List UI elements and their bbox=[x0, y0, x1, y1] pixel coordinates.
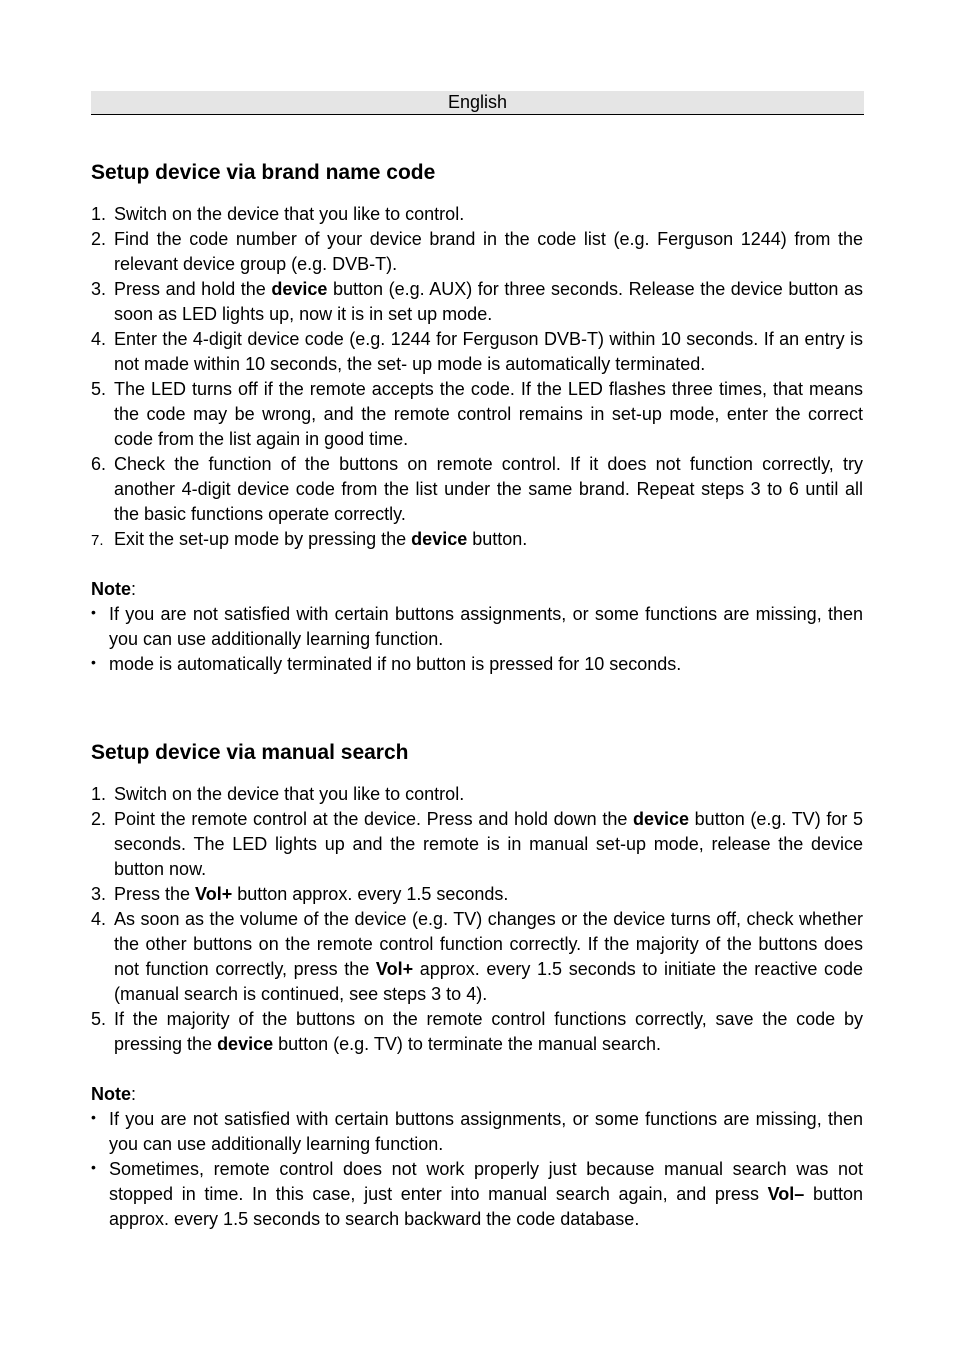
note-heading: Note: bbox=[91, 579, 137, 599]
notes-list bbox=[91, 602, 863, 677]
list-item: 1. Switch on the device that you like to control. bbox=[91, 204, 465, 224]
notes-list bbox=[91, 1107, 863, 1232]
section-manual-search bbox=[91, 739, 863, 1232]
list-item: • Sometimes, remote control does not work properly just because manual search was not stopped in time. In this case, just enter into manual search again, and press Vol– button approx. every 1.5 seconds to search backward the code database. bbox=[91, 1157, 863, 1232]
language-header bbox=[91, 91, 864, 115]
steps-list bbox=[91, 782, 863, 1057]
bullet-icon: • bbox=[91, 604, 96, 620]
bullet-icon: • bbox=[91, 1159, 96, 1175]
list-item: 5. The LED turns off if the remote accepts the code. If the LED flashes three times, that means the code may be wrong, and the remote control remains in set-up mode, enter the correct code from the list again in good time. bbox=[91, 379, 863, 449]
list-item: • If you are not satisfied with certain buttons assignments, or some functions are missing, then you can use additionally learning function. bbox=[91, 602, 863, 652]
bullet-icon: • bbox=[91, 654, 96, 670]
list-item: 3. Press the Vol+ button approx. every 1.5 seconds. bbox=[91, 884, 509, 904]
list-item: • mode is automatically terminated if no button is pressed for 10 seconds. bbox=[91, 652, 863, 677]
list-item: 5. If the majority of the buttons on the remote control functions correctly, save the code by pressing the device button (e.g. TV) to terminate the manual search. bbox=[91, 1009, 863, 1054]
steps-list bbox=[91, 202, 863, 552]
list-item: 6. Check the function of the buttons on remote control. If it does not function correctly, try another 4-digit device code from the list under the same brand. Repeat steps 3 to 6 until all the basic functions operate correctly. bbox=[91, 454, 863, 524]
section-title: Setup device via manual search bbox=[91, 741, 409, 764]
bullet-icon: • bbox=[91, 1109, 96, 1125]
list-item: 3. Press and hold the device button (e.g. AUX) for three seconds. Release the device button as soon as LED lights up, now it is in set up mode. bbox=[91, 279, 864, 324]
list-item: 4. Enter the 4-digit device code (e.g. 1244 for Ferguson DVB-T) within 10 seconds. If an entry is not made within 10 seconds, the set- up mode is automatically terminated. bbox=[91, 329, 863, 374]
list-item: 7. Exit the set-up mode by pressing the device button. bbox=[91, 529, 528, 549]
note-heading: Note: bbox=[91, 1084, 137, 1104]
list-item: 1. Switch on the device that you like to control. bbox=[91, 784, 465, 804]
section-title: Setup device via brand name code bbox=[91, 161, 436, 184]
list-item: • If you are not satisfied with certain buttons assignments, or some functions are missing, then you can use additionally learning function. bbox=[91, 1107, 863, 1157]
language-label: English bbox=[447, 92, 508, 112]
list-item: 2. Find the code number of your device brand in the code list (e.g. Ferguson 1244) from the relevant device group (e.g. DVB-T). bbox=[91, 229, 863, 274]
list-item: 2. Point the remote control at the device. Press and hold down the device button (e.g. TV) for 5 seconds. The LED lights up and the remote is in manual set-up mode, release the device button now. bbox=[91, 809, 863, 879]
list-item: 4. As soon as the volume of the device (e.g. TV) changes or the device turns off, check whether the other buttons on the remote control function correctly. If the majority of the buttons does not function correctly, press the Vol+ approx. every 1.5 seconds to initiate the reactive code (manual search is continued, see steps 3 to 4). bbox=[91, 909, 863, 1004]
section-brand-code bbox=[91, 159, 863, 677]
